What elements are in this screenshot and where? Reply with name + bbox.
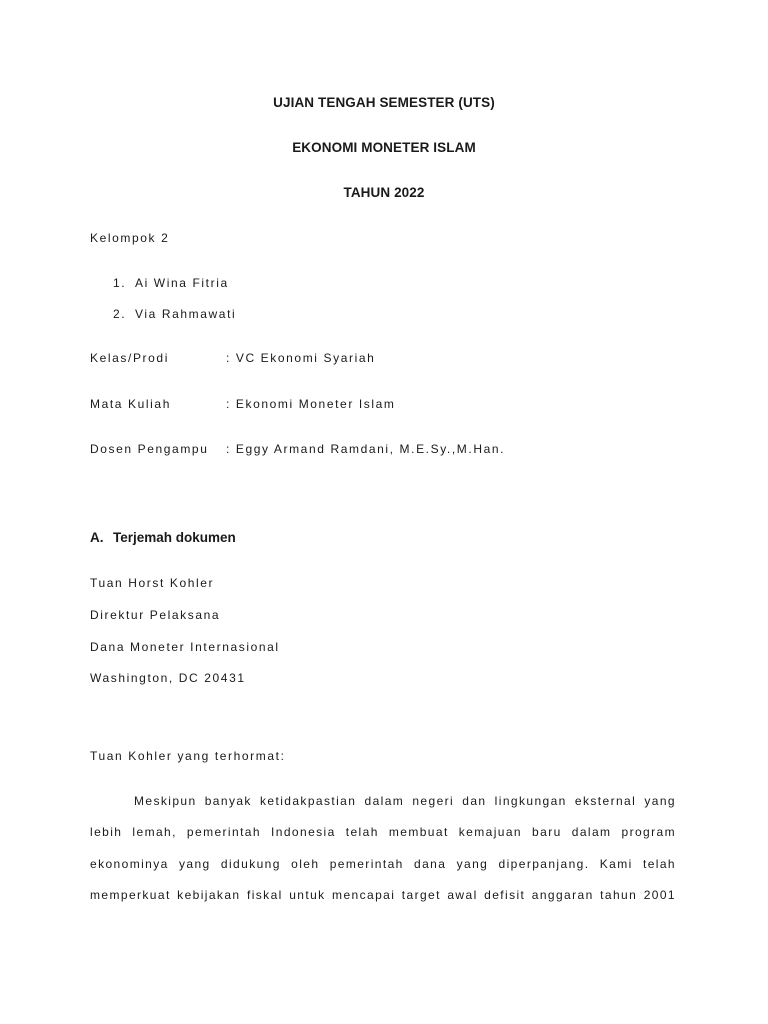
paragraph-line: memperkuat kebijakan fiskal untuk mencapai target awal defisit anggaran tahun 2001: [90, 888, 676, 902]
info-row-course: [90, 397, 396, 411]
info-row-class: [90, 351, 375, 365]
paragraph-line: ekonominya yang didukung oleh pemerintah dana yang diperpanjang. Kami telah: [90, 857, 676, 871]
group-label: Kelompok 2: [90, 231, 170, 245]
paragraph-line: lebih lemah, pemerintah Indonesia telah membuat kemajuan baru dalam program: [90, 825, 676, 839]
list-item: [113, 307, 236, 321]
address-line: Washington, DC 20431: [90, 671, 246, 685]
address-line: Dana Moneter Internasional: [90, 640, 280, 654]
info-value: : Eggy Armand Ramdani, M.E.Sy.,M.Han.: [226, 442, 506, 456]
section-title: Terjemah dokumen: [113, 530, 236, 545]
info-value: : Ekonomi Moneter Islam: [226, 397, 396, 411]
member-name: Via Rahmawati: [135, 307, 237, 321]
exam-title: UJIAN TENGAH SEMESTER (UTS): [273, 95, 495, 110]
course-title: EKONOMI MONETER ISLAM: [292, 140, 476, 155]
paragraph-line: Meskipun banyak ketidakpastian dalam negeri dan lingkungan eksternal yang: [134, 794, 676, 808]
address-line: Tuan Horst Kohler: [90, 576, 215, 590]
info-label: Mata Kuliah: [90, 397, 171, 411]
info-row-lecturer: [90, 442, 505, 456]
info-label: Kelas/Prodi: [90, 351, 169, 365]
section-heading: [90, 530, 236, 545]
member-name: Ai Wina Fitria: [135, 276, 229, 290]
info-label: Dosen Pengampu: [90, 442, 209, 456]
salutation: Tuan Kohler yang terhormat:: [90, 749, 286, 763]
info-value: : VC Ekonomi Syariah: [226, 351, 376, 365]
address-line: Direktur Pelaksana: [90, 608, 221, 622]
section-number: A.: [90, 530, 104, 545]
list-number: 1.: [113, 276, 127, 290]
list-item: [113, 276, 229, 290]
year-title: TAHUN 2022: [343, 185, 425, 200]
list-number: 2.: [113, 307, 127, 321]
